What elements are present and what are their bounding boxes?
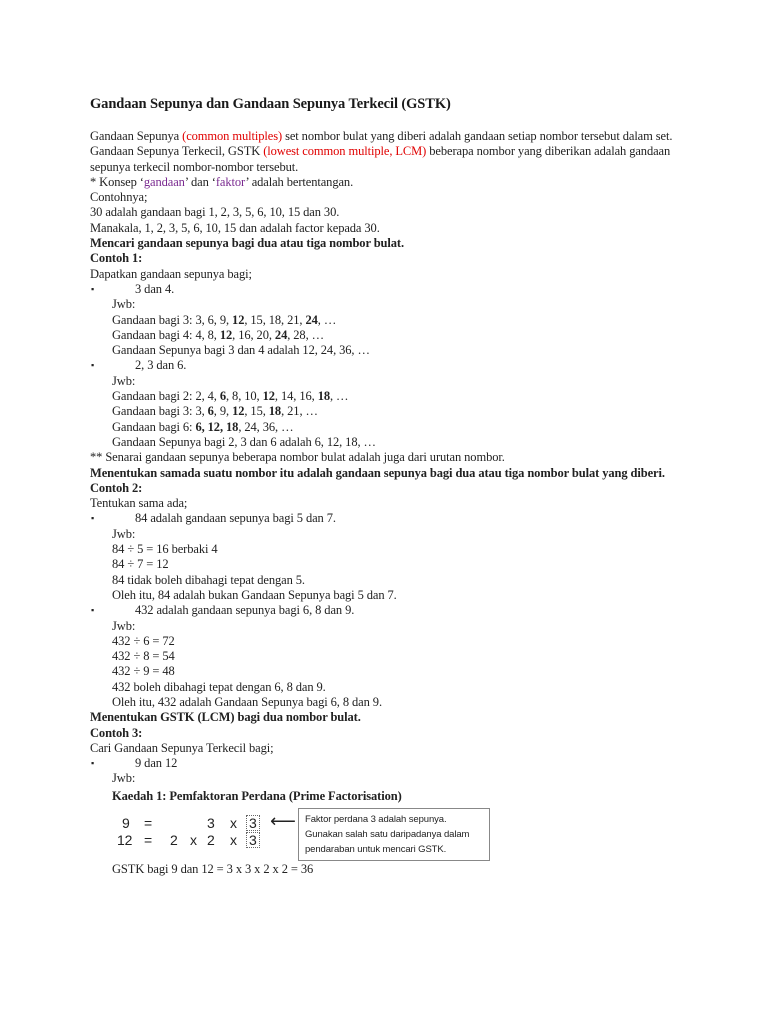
term-common-multiples: (common multiples) (182, 129, 283, 143)
intro-concept-note: * Konsep ‘gandaan’ dan ‘faktor’ adalah bertentangan. (90, 174, 354, 189)
section-1-prompt: Dapatkan gandaan sepunya bagi; (90, 266, 252, 281)
explanation-line: 432 boleh dibahagi tepat dengan 6, 8 dan 9. (112, 679, 326, 694)
division-line: 432 ÷ 6 = 72 (112, 633, 175, 648)
common-multiples-2-3-6: Gandaan Sepunya bagi 2, 3 dan 6 adalah 6, 12, 18, … (112, 434, 376, 449)
section-1-heading: Mencari gandaan sepunya bagi dua atau tiga nombor bulat. (90, 236, 405, 251)
section-2-heading: Menentukan samada suatu nombor itu adalah gandaan sepunya bagi dua atau tiga nombor bulat yang diberi. (90, 465, 665, 480)
division-line: 432 ÷ 9 = 48 (112, 664, 175, 679)
list-item: ▪ 432 adalah gandaan sepunya bagi 6, 8 dan 9. (91, 603, 355, 618)
intro-paragraph-1: Gandaan Sepunya (common multiples) set nombor bulat yang diberi adalah gandaan setiap nombor tersebut dalam set. (90, 129, 673, 143)
multiples-of-6: Gandaan bagi 6: 6, 12, 18, 24, 36, … (112, 419, 294, 434)
list-item: ▪ 9 dan 12 (91, 756, 178, 771)
common-prime-factor: 3 (246, 815, 260, 831)
list-item: ▪ 3 dan 4. (91, 281, 175, 296)
intro-example-label: Contohnya; (90, 190, 148, 205)
division-line: 432 ÷ 8 = 54 (112, 649, 175, 664)
term-lcm: (lowest common multiple, LCM) (263, 144, 427, 159)
multiples-of-3: Gandaan bagi 3: 3, 6, 9, 12, 15, 18, 21, 24, … (112, 312, 337, 327)
answer-label: Jwb: (112, 373, 136, 388)
gstk-result: GSTK bagi 9 dan 12 = 3 x 3 x 2 x 2 = 36 (112, 862, 314, 877)
section-2-example-label: Contoh 2: (90, 480, 143, 495)
prime-factor: 3 (207, 815, 215, 832)
bullet-mark: ▪ (91, 360, 95, 371)
section-3-heading: Menentukan GSTK (LCM) bagi dua nombor bulat. (90, 710, 361, 725)
prime-factor: 2 (170, 832, 178, 849)
page-title: Gandaan Sepunya dan Gandaan Sepunya Terkecil (GSTK) (90, 96, 451, 112)
intro-paragraph-2: Gandaan Sepunya Terkecil, GSTK (lowest common multiple, LCM) beberapa nombor yang diberikan adalah gandaan sepunya terkecil nombor-nombor tersebut. (90, 144, 671, 174)
term-faktor: faktor (215, 174, 246, 189)
section-3-prompt: Cari Gandaan Sepunya Terkecil bagi; (90, 740, 274, 755)
multiply-sign: x (190, 832, 197, 849)
multiples-of-3-second: Gandaan bagi 3: 3, 6, 9, 12, 15, 18, 21, … (112, 404, 318, 419)
multiples-of-4: Gandaan bagi 4: 4, 8, 12, 16, 20, 24, 28, … (112, 327, 325, 342)
division-line: 84 ÷ 7 = 12 (112, 557, 169, 572)
factor-number-12: 12 (117, 832, 133, 849)
answer-label: Jwb: (112, 526, 136, 541)
bullet-mark: ▪ (91, 605, 95, 616)
multiples-of-2: Gandaan bagi 2: 2, 4, 6, 8, 10, 12, 14, 16, 18, … (112, 389, 349, 404)
answer-label: Jwb: (112, 771, 136, 786)
common-multiples-3-4: Gandaan Sepunya bagi 3 dan 4 adalah 12, 24, 36, … (112, 343, 370, 358)
prime-factor: 2 (207, 832, 215, 849)
multiply-sign: x (230, 832, 237, 849)
factor-note-box: Faktor perdana 3 adalah sepunya. Gunakan salah satu daripadanya dalam pendaraban untuk mencari GSTK. (298, 808, 490, 861)
document-body (90, 129, 700, 877)
term-gandaan: gandaan (143, 174, 185, 189)
conclusion-line: Oleh itu, 432 adalah Gandaan Sepunya bagi 6, 8 dan 9. (112, 694, 382, 709)
bullet-mark: ▪ (91, 513, 95, 524)
explanation-line: 84 tidak boleh dibahagi tepat dengan 5. (112, 572, 305, 587)
factor-number-9: 9 (122, 815, 130, 832)
equals-sign: = (144, 815, 153, 832)
answer-label: Jwb: (112, 618, 136, 633)
multiply-sign: x (230, 815, 237, 832)
section-1-example-label: Contoh 1: (90, 251, 143, 266)
arrow-left-icon: ⟵ (270, 811, 296, 832)
equals-sign: = (144, 832, 153, 849)
common-prime-factor: 3 (246, 832, 260, 848)
list-item: ▪ 84 adalah gandaan sepunya bagi 5 dan 7. (91, 511, 336, 526)
method-heading: Kaedah 1: Pemfaktoran Perdana (Prime Factorisation) (112, 788, 402, 803)
bullet-mark: ▪ (91, 283, 95, 294)
answer-label: Jwb: (112, 297, 136, 312)
section-3-example-label: Contoh 3: (90, 725, 143, 740)
conclusion-line: Oleh itu, 84 adalah bukan Gandaan Sepunya bagi 5 dan 7. (112, 587, 397, 602)
list-item: ▪ 2, 3 dan 6. (91, 358, 187, 373)
prime-factorisation-figure (112, 808, 700, 858)
section-2-prompt: Tentukan sama ada; (90, 496, 188, 511)
division-line: 84 ÷ 5 = 16 berbaki 4 (112, 542, 218, 557)
intro-example-line-1: 30 adalah gandaan bagi 1, 2, 3, 5, 6, 10, 15 dan 30. (90, 205, 340, 220)
bullet-mark: ▪ (91, 758, 95, 769)
intro-example-line-2: Manakala, 1, 2, 3, 5, 6, 10, 15 dan adalah factor kepada 30. (90, 220, 380, 235)
section-1-note: ** Senarai gandaan sepunya beberapa nombor bulat adalah juga dari urutan nombor. (90, 450, 505, 465)
